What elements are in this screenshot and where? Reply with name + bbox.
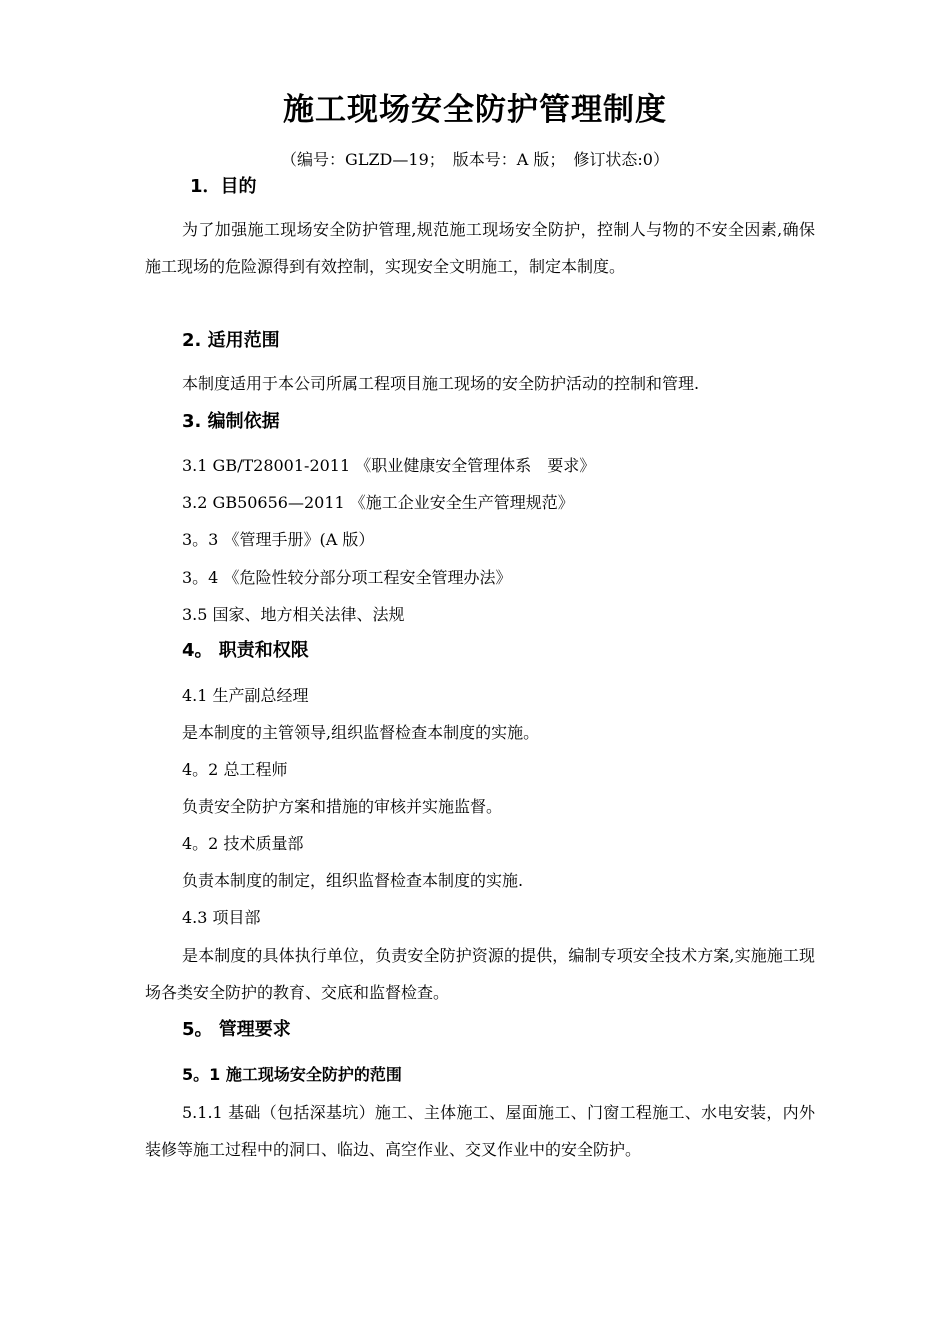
role-description: 负责本制度的制定，组织监督检查本制度的实施. (182, 871, 524, 890)
role-heading: 4.1 生产副总经理 (182, 686, 309, 705)
role-heading: 4。2 总工程师 (182, 760, 288, 779)
document-title: 施工现场安全防护管理制度 (283, 92, 667, 128)
role-description: 是本制度的主管领导,组织监督检查本制度的实施。 (182, 723, 540, 742)
role-description: 是本制度的具体执行单位，负责安全防护资源的提供，编制专项安全技术方案,实施施工现场各类安全防护的教育、交底和监督检查。 (145, 946, 815, 1002)
section-1-text: 为了加强施工现场安全防护管理,规范施工现场安全防护，控制人与物的不安全因素,确保施工现场的危险源得到有效控制，实现安全文明施工，制定本制度。 (145, 220, 815, 276)
reference-item: 3.5 国家、地方相关法律、法规 (182, 605, 405, 624)
role-heading: 4。2 技术质量部 (182, 834, 304, 853)
section-2-text: 本制度适用于本公司所属工程项目施工现场的安全防护活动的控制和管理. (182, 374, 700, 393)
reference-item: 3。3 《管理手册》(A 版） (182, 530, 375, 549)
reference-item: 3.2 GB50656—2011 《施工企业安全生产管理规范》 (182, 493, 574, 512)
reference-item: 3.1 GB/T28001-2011 《职业健康安全管理体系 要求》 (182, 456, 596, 475)
section-5-1-text: 5.1.1 基础（包括深基坑）施工、主体施工、屋面施工、门窗工程施工、水电安装，内外装修等施工过程中的洞口、临边、高空作业、交叉作业中的安全防护。 (145, 1103, 815, 1159)
role-description: 负责安全防护方案和措施的审核并实施监督。 (182, 797, 503, 816)
section-5-heading: 5。 管理要求 (182, 1019, 291, 1040)
document-meta: （编号：GLZD—19； 版本号：A 版； 修订状态:0） (281, 150, 669, 169)
reference-item: 3。4 《危险性较分部分项工程安全管理办法》 (182, 568, 512, 587)
role-heading: 4.3 项目部 (182, 908, 261, 927)
section-2-heading: 2. 适用范围 (182, 330, 280, 351)
section-1-heading: 1．目的 (190, 176, 257, 197)
section-5-1-heading: 5。1 施工现场安全防护的范围 (182, 1065, 402, 1084)
section-4-heading: 4。 职责和权限 (182, 640, 309, 661)
section-3-heading: 3. 编制依据 (182, 411, 280, 432)
